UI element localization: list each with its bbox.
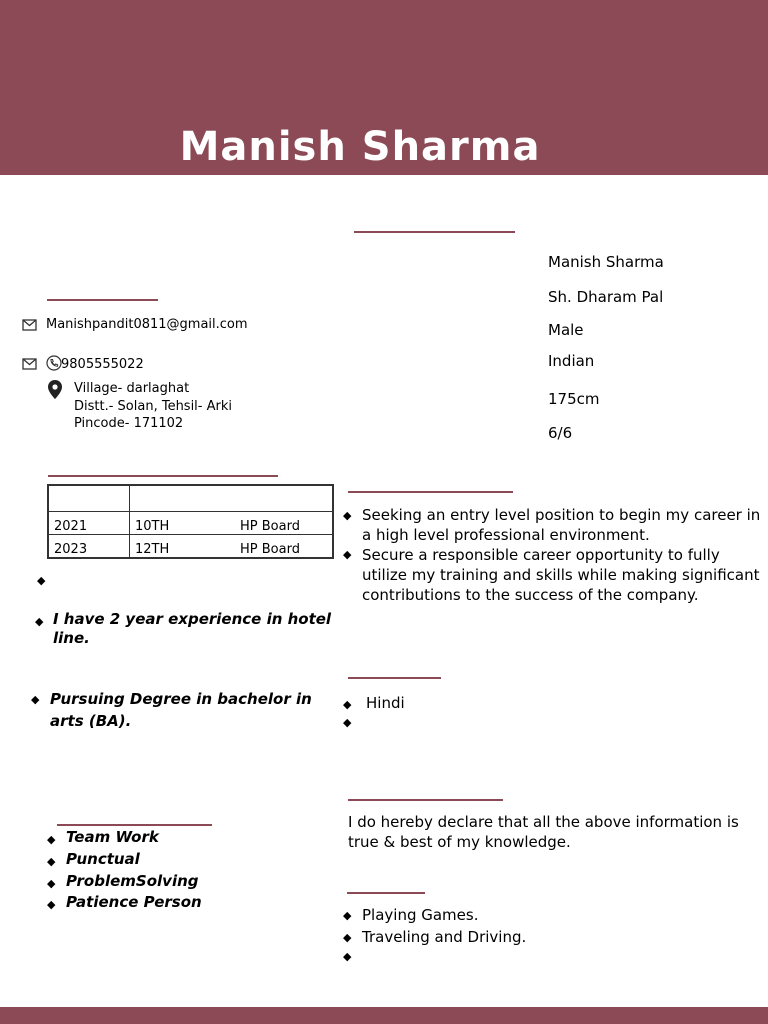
edu-class: 12TH — [130, 535, 236, 559]
bullet-icon: ◆ — [31, 693, 40, 706]
declaration-section-rule — [348, 799, 503, 801]
skill-item: Punctual — [66, 850, 140, 868]
bullet-icon: ◆ — [343, 509, 352, 522]
contact-section-rule — [47, 299, 158, 301]
bullet-icon: ◆ — [343, 548, 352, 561]
phone-icon — [46, 355, 62, 371]
bullet-icon: ◆ — [35, 615, 44, 628]
bullet-icon: ◆ — [343, 931, 352, 944]
address-line: Pincode- 171102 — [74, 416, 184, 431]
bullet-icon: ◆ — [343, 698, 352, 711]
mail-icon — [22, 358, 37, 370]
edu-class: 10TH — [130, 512, 236, 535]
table-cell — [130, 485, 334, 512]
hobby-item: Playing Games. — [362, 906, 479, 924]
bullet-icon: ◆ — [47, 877, 56, 890]
edu-board: HP Board — [235, 512, 333, 535]
objective-item: Seeking an entry level position to begin my career in a high level professional environment. — [362, 506, 761, 544]
personal-section-rule — [354, 231, 515, 233]
bullet-icon: ◆ — [47, 898, 56, 911]
table-row — [48, 512, 333, 535]
personal-value: 175cm — [548, 390, 600, 408]
language-section-rule — [348, 677, 441, 679]
language-item: Hindi — [366, 694, 405, 712]
bullet-icon: ◆ — [343, 909, 352, 922]
education-table — [47, 484, 334, 559]
personal-value: Manish Sharma — [548, 253, 664, 271]
skill-item: Patience Person — [66, 893, 202, 911]
bullet-icon: ◆ — [47, 833, 56, 846]
footer-bar — [0, 1007, 768, 1024]
skill-item: Team Work — [66, 828, 159, 846]
email-text: Manishpandit0811@gmail.com — [46, 317, 248, 332]
bullet-icon: ◆ — [47, 855, 56, 868]
bullet-icon: ◆ — [343, 716, 352, 729]
address-line: Village- darlaghat — [74, 381, 190, 396]
skills-section-rule — [57, 824, 212, 826]
skill-item: ProblemSolving — [66, 872, 199, 890]
edu-board: HP Board — [235, 535, 333, 559]
objective-section-rule — [348, 491, 513, 493]
table-cell — [48, 485, 130, 512]
address-line: Distt.- Solan, Tehsil- Arki — [74, 399, 232, 414]
table-header-row — [48, 485, 333, 512]
bullet-icon: ◆ — [343, 950, 352, 963]
hobby-item: Traveling and Driving. — [362, 928, 527, 946]
experience-item: Pursuing Degree in bachelor in arts (BA). — [50, 690, 312, 730]
mail-icon — [22, 319, 37, 331]
edu-year: 2021 — [48, 512, 130, 535]
personal-value: Indian — [548, 352, 595, 370]
personal-value: 6/6 — [548, 424, 573, 442]
personal-value: Male — [548, 321, 584, 339]
objective-item: Secure a responsible career opportunity to fully utilize my training and skills while making significant contributions to the success of the company. — [362, 546, 760, 604]
education-section-rule — [48, 475, 278, 477]
location-pin-icon — [48, 380, 62, 399]
experience-item: I have 2 year experience in hotel line. — [53, 610, 332, 647]
table-row — [48, 535, 333, 559]
edu-year: 2023 — [48, 535, 130, 559]
resume-name-title: Manish Sharma — [179, 124, 541, 170]
phone-text: 9805555022 — [61, 357, 144, 372]
hobbies-section-rule — [347, 892, 425, 894]
declaration-text: I do hereby declare that all the above information is true & best of my knowledge. — [348, 813, 739, 851]
bullet-icon: ◆ — [37, 574, 46, 587]
personal-value: Sh. Dharam Pal — [548, 288, 664, 306]
